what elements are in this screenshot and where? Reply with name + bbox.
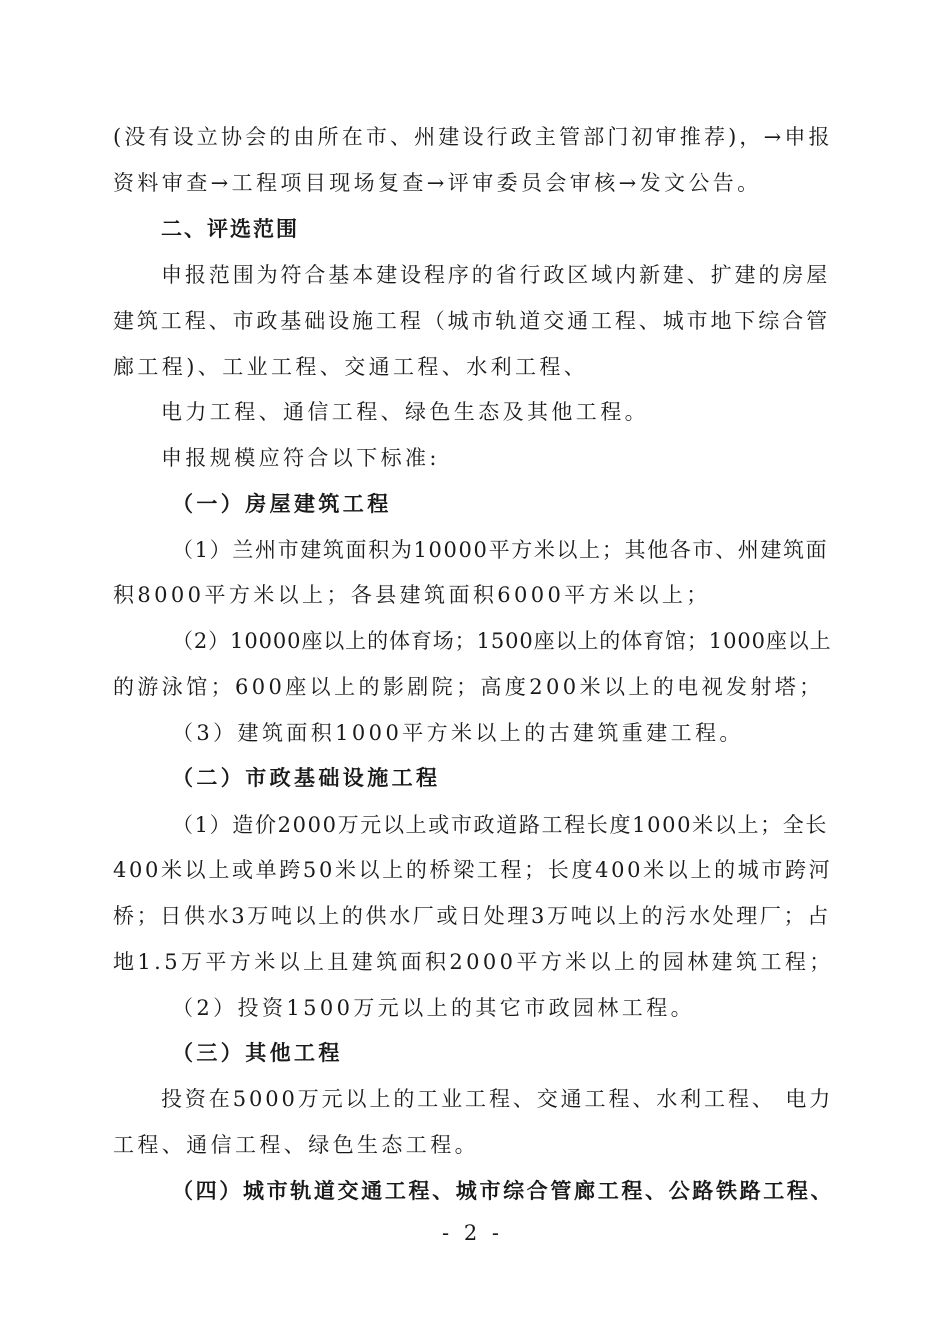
body-line: 桥；日供水3万吨以上的供水厂或日处理3万吨以上的污水处理厂；占	[113, 904, 831, 928]
sub-heading: （四）城市轨道交通工程、城市综合管廊工程、公路铁路工程、	[172, 1178, 835, 1203]
body-line: 建筑工程、市政基础设施工程（城市轨道交通工程、城市地下综合管	[113, 309, 830, 333]
sub-heading: （二）市政基础设施工程	[172, 765, 441, 790]
section-heading: 二、评选范围	[161, 217, 299, 241]
body-line: 400米以上或单跨50米以上的桥梁工程；长度400米以上的城市跨河	[113, 858, 833, 882]
body-line: （3）建筑面积1000平方米以上的古建筑重建工程。	[172, 721, 744, 745]
body-line: 积8000平方米以上；各县建筑面积6000平方米以上；	[113, 583, 711, 607]
sub-heading: （三）其他工程	[172, 1040, 343, 1065]
page-number: - 2 -	[442, 1221, 503, 1245]
body-line: 的游泳馆；600座以上的影剧院；高度200米以上的电视发射塔；	[113, 675, 824, 699]
body-line: （2）投资1500万元以上的其它市政园林工程。	[172, 996, 696, 1020]
body-line: 资料审查→工程项目现场复查→评审委员会审核→发文公告。	[113, 171, 762, 195]
body-line: (没有设立协会的由所在市、州建设行政主管部门初审推荐)，→申报	[113, 125, 833, 149]
body-line: （2）10000座以上的体育场；1500座以上的体育馆；1000座以上	[172, 629, 832, 653]
body-line: 申报规模应符合以下标准:	[161, 446, 440, 470]
body-line: 电力工程、通信工程、绿色生态及其他工程。	[161, 400, 649, 424]
body-line: （1）兰州市建筑面积为10000平方米以上；其他各市、州建筑面	[172, 538, 829, 562]
body-line: 申报范围为符合基本建设程序的省行政区域内新建、扩建的房屋	[161, 263, 831, 287]
body-line: （1）造价2000万元以上或市政道路工程长度1000米以上；全长	[172, 813, 829, 837]
body-line: 地1.5万平方米以上且建筑面积2000平方米以上的园林建筑工程；	[113, 950, 834, 974]
body-line: 工程、通信工程、绿色生态工程。	[113, 1133, 479, 1157]
body-line: 廊工程)、工业工程、交通工程、水利工程、	[113, 355, 589, 379]
sub-heading: （一）房屋建筑工程	[172, 491, 392, 516]
body-line: 投资在5000万元以上的工业工程、交通工程、水利工程、 电力	[161, 1087, 834, 1111]
